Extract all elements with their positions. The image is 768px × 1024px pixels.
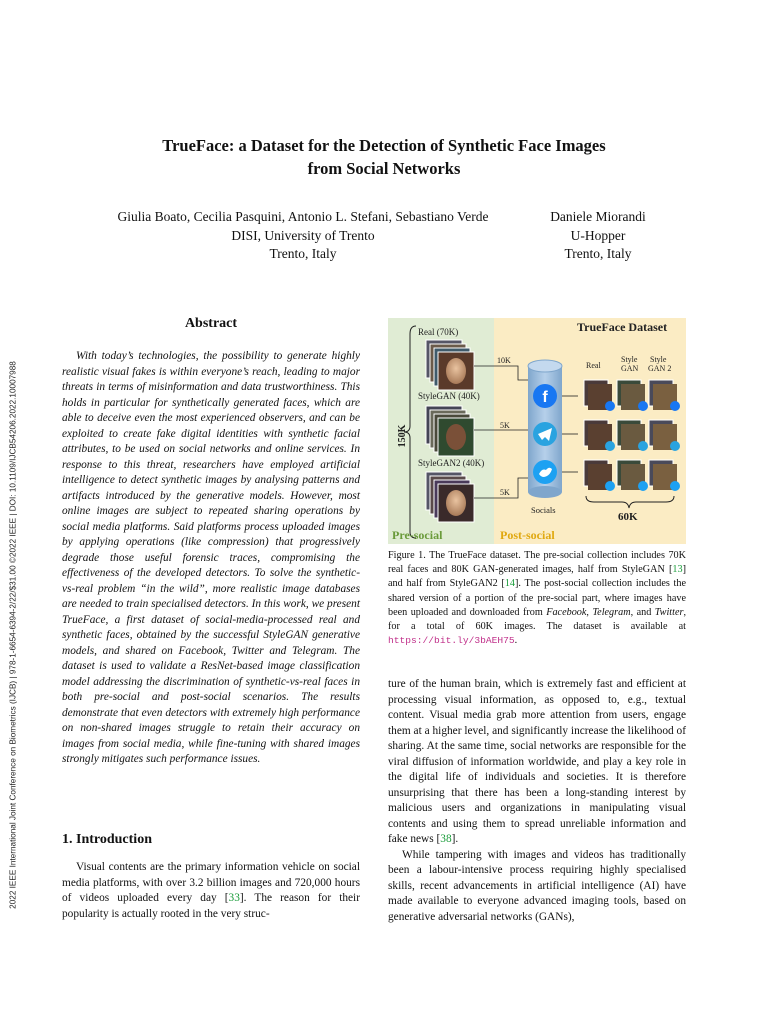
author-names: Daniele Miorandi xyxy=(550,209,646,224)
text-run: , for a total of 60K images. The dataset is available at xyxy=(388,606,686,633)
authors-right xyxy=(530,208,666,264)
citation-link[interactable]: 33 xyxy=(228,892,240,904)
text-run: . xyxy=(514,635,518,647)
author-affiliation: DISI, University of Trento xyxy=(231,227,375,243)
real-label: Real (70K) xyxy=(418,327,459,337)
citation-link[interactable]: 14 xyxy=(504,578,515,590)
author-names: Giulia Boato, Cecilia Pasquini, Antonio L. Stefani, Sebastiano Verde xyxy=(117,209,489,224)
text-run: , xyxy=(586,606,593,618)
section-heading-introduction: 1. Introduction xyxy=(62,832,152,847)
abstract-text: With today’s technologies, the possibility to generate highly realistic visual fakes is within everyone’s reach, leading to major threats in terms of misinformation and data trustworthiness. This holds in particular for synthetically generated faces, which are able to deceive even the most experienced observers, and can be exploited to create fake digital identities with synthetic facial attributes, to be used on social networks and online services. In response to this threat, researchers have employed artificial intelligence to detect synthetic images by analysing patterns and artifacts introduced by the generative models. However, most online images are subject to repeated sharing operations by social media platforms. Said platforms process uploaded images by applying operations (like compression) that progressively degrade those useful forensic traces, compromising the effectiveness of the developed detectors. To solve the synthetic-vs-real problem “in the wild”, more realistic image databases are needed to train specialised detectors. In this work, we present TrueFace, a first dataset of social-media-processed real and synthetic faces, obtained by the successful StyleGAN generative models, and shared on Facebook, Twitter and Telegram. The dataset is used to validate a ResNet-based image classification model addressing the discrimination of synthetic-vs-real faces in both pre-social and post-social scenarios. The results demonstrate that even detectors with extremely high performance on non-shared images struggle to retain their accuracy on images from social media, while fine-tuning with shared images strongly mitigates such performance issues. xyxy=(62,350,360,765)
svg-text:f: f xyxy=(542,389,548,406)
post-social-label: Post-social xyxy=(500,528,555,542)
author-affiliation: U-Hopper xyxy=(570,227,626,243)
citation-link[interactable]: 13 xyxy=(672,564,683,576)
pre-social-label: Pre-social xyxy=(392,528,443,542)
dataset-title: TrueFace Dataset xyxy=(577,320,668,334)
figure-1-caption xyxy=(388,549,686,648)
text-run: ]. xyxy=(451,833,459,845)
paragraph xyxy=(388,677,686,848)
text-run: ]. The reason for their popularity is actually rooted in the very struc- xyxy=(62,892,360,920)
figure-1-diagram xyxy=(388,318,686,544)
stylegan-label: StyleGAN (40K) xyxy=(418,391,480,401)
title-line-2: from Social Networks xyxy=(307,159,461,178)
platform-name: Telegram xyxy=(592,606,631,618)
intro-paragraph xyxy=(62,860,360,922)
paragraph: While tampering with images and videos has traditionally been a labour-intensive process requiring highly specialised skills, recent advancements in artificial intelligence (AI) have made available to everyone advanced imaging tools, based on generative adversarial networks (GANs), xyxy=(388,848,686,923)
col-stylegan2-label-1: Style xyxy=(650,355,667,364)
citation-link[interactable]: 38 xyxy=(440,833,452,845)
intro-text xyxy=(62,860,360,922)
dataset-link[interactable]: https://bit.ly/3bAEH75 xyxy=(388,635,515,647)
title-line-1: TrueFace: a Dataset for the Detection of Synthetic Face Images xyxy=(162,136,606,155)
text-run: Visual contents are the primary information vehicle on social media platforms, with over 3.2 billion images and 720,000 hours of videos uploaded every day [ xyxy=(62,861,360,904)
platform-name: Twitter xyxy=(654,606,684,618)
text-run: ] and half from StyleGAN2 [ xyxy=(388,564,686,590)
col-stylegan-label-2: GAN xyxy=(621,364,639,373)
authors-left xyxy=(96,208,510,264)
col-stylegan2-label-2: GAN 2 xyxy=(648,364,672,373)
post-social-grid xyxy=(584,380,680,491)
arrow-gan-count: 5K xyxy=(500,421,510,430)
intro-continued xyxy=(388,677,686,925)
figure-1 xyxy=(388,318,686,544)
real-face-stack xyxy=(426,340,474,390)
stylegan2-face-stack xyxy=(426,472,474,522)
col-stylegan-label-1: Style xyxy=(621,355,638,364)
socials-database xyxy=(528,360,562,498)
stylegan-face-stack xyxy=(426,406,474,456)
author-location: Trento, Italy xyxy=(269,246,337,261)
author-location: Trento, Italy xyxy=(564,246,632,261)
publication-info: 2022 IEEE International Joint Conference on Biometrics (IJCB) | 978-1-6654-6394-2/22/$31.00 ©2022 IEEE | DOI: 10.1109/IJCB54206.2022.10007988 xyxy=(8,361,18,909)
post-total-label: 60K xyxy=(618,511,638,523)
stylegan2-label: StyleGAN2 (40K) xyxy=(418,458,485,468)
abstract-heading: Abstract xyxy=(184,316,238,331)
text-run: ]. The post-social collection includes the shared version of a portion of the pre-social part, where images have been uploaded and downloaded from xyxy=(388,578,686,618)
arrow-gan2-count: 5K xyxy=(500,488,510,497)
arrow-real-count: 10K xyxy=(497,356,511,365)
text-run: Figure 1. The TrueFace dataset. The pre-social collection includes 70K real faces and 80K GAN-generated images, half from StyleGAN [ xyxy=(388,550,686,576)
text-run: ture of the human brain, which is extremely fast and efficient at processing visual information, as opposed to, e.g., textual content. Visual media grab more attention from users, engage them at a higher level, and significantly increase the likelihood of sharing. At the same time, social networks are responsible for the viral diffusion of information worldwide, and play a key role in the digital life of individuals and societies. It is therefore unsurprising that there has been a long-standing interest by malicious users and organizations in manipulating visual contents and using them to spread unreliable information and fake news [ xyxy=(388,678,686,845)
total-label: 150K xyxy=(397,424,408,448)
text-run: , and xyxy=(630,606,655,618)
socials-label: Socials xyxy=(531,505,556,515)
col-real-label: Real xyxy=(586,361,601,370)
platform-name: Facebook xyxy=(546,606,587,618)
paper-title xyxy=(60,134,708,180)
publication-sidebar xyxy=(6,320,20,950)
abstract-body xyxy=(62,349,360,768)
